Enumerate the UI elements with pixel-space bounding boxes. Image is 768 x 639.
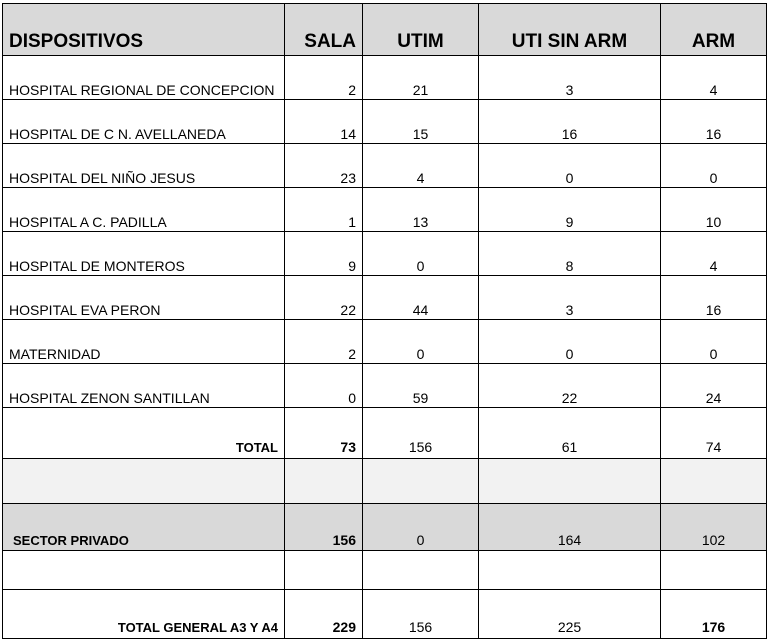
grand-total-label: TOTAL GENERAL A3 Y A4 — [3, 590, 285, 639]
row-sala: 22 — [285, 276, 363, 320]
row-uti-sin-arm: 0 — [479, 144, 661, 188]
row-utim: 59 — [363, 364, 479, 408]
empty-cell — [3, 459, 285, 504]
private-sector-row — [3, 504, 767, 551]
grand-total-row — [3, 590, 767, 639]
total-row — [3, 408, 767, 459]
grand-total-sala: 229 — [285, 590, 363, 639]
empty-cell — [363, 459, 479, 504]
row-name: HOSPITAL DE C N. AVELLANEDA — [3, 100, 285, 144]
row-name: HOSPITAL DEL NIÑO JESUS — [3, 144, 285, 188]
private-utim: 0 — [363, 504, 479, 551]
row-arm: 4 — [661, 56, 767, 100]
row-sala: 1 — [285, 188, 363, 232]
table-row — [3, 144, 767, 188]
header-dispositivos: DISPOSITIVOS — [3, 4, 285, 56]
empty-cell — [661, 551, 767, 590]
header-uti-sin-arm: UTI SIN ARM — [479, 4, 661, 56]
empty-cell — [285, 551, 363, 590]
row-sala: 2 — [285, 320, 363, 364]
row-arm: 16 — [661, 276, 767, 320]
header-sala: SALA — [285, 4, 363, 56]
row-uti-sin-arm: 3 — [479, 56, 661, 100]
table-row — [3, 100, 767, 144]
grand-total-utim: 156 — [363, 590, 479, 639]
row-name: HOSPITAL REGIONAL DE CONCEPCION — [3, 56, 285, 100]
row-name: HOSPITAL EVA PERON — [3, 276, 285, 320]
spacer-row — [3, 551, 767, 590]
private-arm: 102 — [661, 504, 767, 551]
table-row — [3, 232, 767, 276]
row-uti-sin-arm: 3 — [479, 276, 661, 320]
table-row — [3, 188, 767, 232]
total-utim: 156 — [363, 408, 479, 459]
empty-cell — [363, 551, 479, 590]
row-name: MATERNIDAD — [3, 320, 285, 364]
empty-cell — [285, 459, 363, 504]
row-uti-sin-arm: 16 — [479, 100, 661, 144]
row-name: HOSPITAL ZENON SANTILLAN — [3, 364, 285, 408]
grand-total-arm: 176 — [661, 590, 767, 639]
table-row — [3, 364, 767, 408]
row-sala: 14 — [285, 100, 363, 144]
row-sala: 9 — [285, 232, 363, 276]
row-uti-sin-arm: 0 — [479, 320, 661, 364]
row-utim: 0 — [363, 320, 479, 364]
empty-cell — [479, 459, 661, 504]
row-arm: 16 — [661, 100, 767, 144]
spacer-row — [3, 459, 767, 504]
empty-cell — [661, 459, 767, 504]
empty-cell — [3, 551, 285, 590]
header-arm: ARM — [661, 4, 767, 56]
row-utim: 44 — [363, 276, 479, 320]
header-row — [3, 4, 767, 56]
row-sala: 0 — [285, 364, 363, 408]
row-name: HOSPITAL A C. PADILLA — [3, 188, 285, 232]
row-arm: 10 — [661, 188, 767, 232]
total-arm: 74 — [661, 408, 767, 459]
row-utim: 4 — [363, 144, 479, 188]
row-uti-sin-arm: 8 — [479, 232, 661, 276]
private-uti-sin-arm: 164 — [479, 504, 661, 551]
row-utim: 13 — [363, 188, 479, 232]
row-arm: 4 — [661, 232, 767, 276]
table-row — [3, 276, 767, 320]
row-sala: 2 — [285, 56, 363, 100]
total-sala: 73 — [285, 408, 363, 459]
row-uti-sin-arm: 9 — [479, 188, 661, 232]
devices-table — [2, 3, 767, 639]
row-arm: 0 — [661, 144, 767, 188]
row-name: HOSPITAL DE MONTEROS — [3, 232, 285, 276]
table-row — [3, 56, 767, 100]
header-utim: UTIM — [363, 4, 479, 56]
row-arm: 0 — [661, 320, 767, 364]
grand-total-uti-sin-arm: 225 — [479, 590, 661, 639]
row-arm: 24 — [661, 364, 767, 408]
private-label: SECTOR PRIVADO — [3, 504, 285, 551]
total-uti-sin-arm: 61 — [479, 408, 661, 459]
total-label: TOTAL — [3, 408, 285, 459]
row-utim: 15 — [363, 100, 479, 144]
row-utim: 21 — [363, 56, 479, 100]
table-row — [3, 320, 767, 364]
private-sala: 156 — [285, 504, 363, 551]
row-sala: 23 — [285, 144, 363, 188]
empty-cell — [479, 551, 661, 590]
row-uti-sin-arm: 22 — [479, 364, 661, 408]
row-utim: 0 — [363, 232, 479, 276]
